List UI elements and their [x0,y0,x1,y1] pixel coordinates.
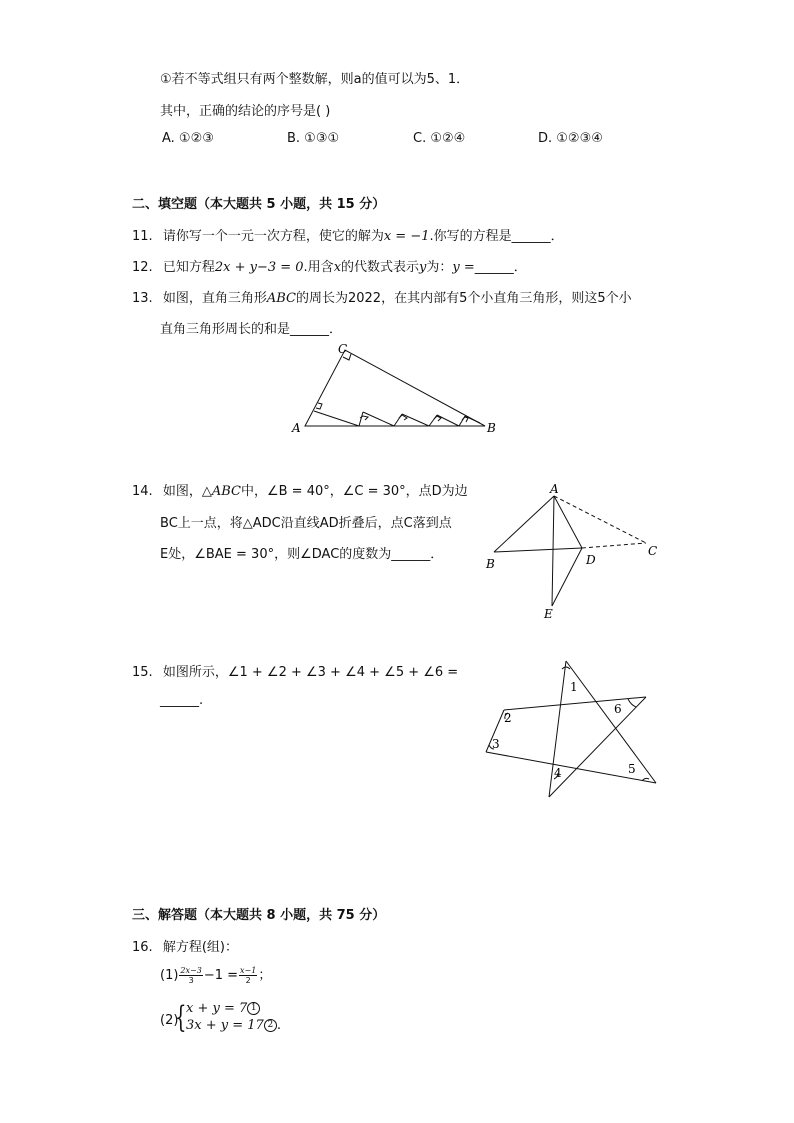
question-number: 14. [132,484,153,499]
option-c: C. ①②④ [413,131,466,146]
angle-label-5: 5 [628,762,636,776]
label-a: A [550,482,559,496]
fraction [239,966,257,985]
text: .用含 [303,260,334,275]
question-number: 15. [132,665,153,680]
text: 已知方程 [162,260,215,275]
question-13-line-2: 直角三角形周长的和是______． [160,322,343,337]
denominator: 2 [245,976,251,985]
question-13-line-1 [132,287,632,306]
text: 如图，△ [162,484,212,499]
angle-label-3: 3 [492,737,500,751]
question-number: 16. [132,940,153,955]
section-3-title: 三、解答题（本大题共 8 小题，共 75 分） [132,908,386,923]
math: 2x + y−3 = 0 [214,260,304,275]
question-12 [132,256,527,275]
label-e: E [544,607,553,621]
question-text: 解方程(组)： [162,940,238,955]
label-b: B [487,421,496,435]
label-c: C [648,544,658,558]
text: 的代数式表示 [341,260,420,275]
label-c: C [338,342,348,356]
angle-label-4: 4 [554,766,562,780]
question-15-line-2: ______. [160,693,204,708]
text: 如图所示，∠1 + ∠2 + ∠3 + ∠4 + ∠5 + ∠6 = [162,665,459,680]
punct: . [276,1018,281,1033]
numerator: 2x−3 [180,966,202,975]
equation: x + y = 7 [186,1001,248,1016]
question-number: 11. [132,229,153,244]
math: x = −1 [383,229,430,244]
question-14-line-3: E处，∠BAE = 30°，则∠DAC的度数为______． [160,547,444,562]
question-14-line-2: BC上一点，将△ADC沿直线AD折叠后，点C落到点 [160,516,452,531]
label-d: D [586,553,596,567]
math: y [419,260,427,275]
text: 如图，直角三角形 [162,291,267,306]
label-a: A [292,421,301,435]
part-label: (1) [160,968,179,983]
question-text: 请你写一个一元一次方程，使它的解为 [162,229,384,244]
text: 的周长为2022，在其内部有5个小直角三角形，则这5个小 [295,291,632,306]
math: ABC [211,484,241,499]
figure-13-triangle [290,338,500,438]
question-11 [132,225,564,244]
text: 为： [426,260,453,275]
math: y = [452,260,475,275]
option-b: B. ①③① [287,131,340,146]
circled-number: 2 [264,1019,277,1032]
angle-label-2: 2 [504,711,512,725]
option-a: A. ①②③ [162,131,214,146]
label-b: B [486,557,495,571]
figure-14-fold [482,480,662,625]
section-2-title: 二、填空题（本大题共 5 小题，共 15 分） [132,197,386,212]
math: x [333,260,342,275]
fraction [179,966,202,985]
system-eq-2 [186,1018,281,1033]
text: ______． [474,260,527,275]
question-14-line-1 [132,480,468,499]
system-label: (2) [160,1013,179,1028]
angle-label-1: 1 [570,680,578,694]
circled-number: 1 [247,1002,260,1015]
question-16 [132,936,238,955]
punct: ； [258,968,272,983]
math: −1 = [203,968,239,983]
figure-15-star [478,655,668,805]
question-tail: .你写的方程是______． [429,229,564,244]
system-brace: { [175,1000,187,1035]
system-eq-1 [186,1001,260,1016]
text: 中，∠B = 40°，∠C = 30°，点D为边 [240,484,468,499]
triangle-abc [305,350,485,426]
math: ABC [266,291,296,306]
prev-prompt: 其中，正确的结论的序号是( ) [160,104,331,119]
option-d: D. ①②③④ [538,131,603,146]
equation-1 [160,964,271,985]
question-number: 13. [132,291,153,306]
numerator: x−1 [240,966,257,975]
angle-label-6: 6 [614,702,622,716]
prev-item-4: ①若不等式组只有两个整数解，则a的值可以为5、1． [160,72,470,87]
question-15-line-1 [132,661,458,680]
equation: 3x + y = 17 [186,1018,264,1033]
question-number: 12. [132,260,153,275]
denominator: 3 [188,976,194,985]
